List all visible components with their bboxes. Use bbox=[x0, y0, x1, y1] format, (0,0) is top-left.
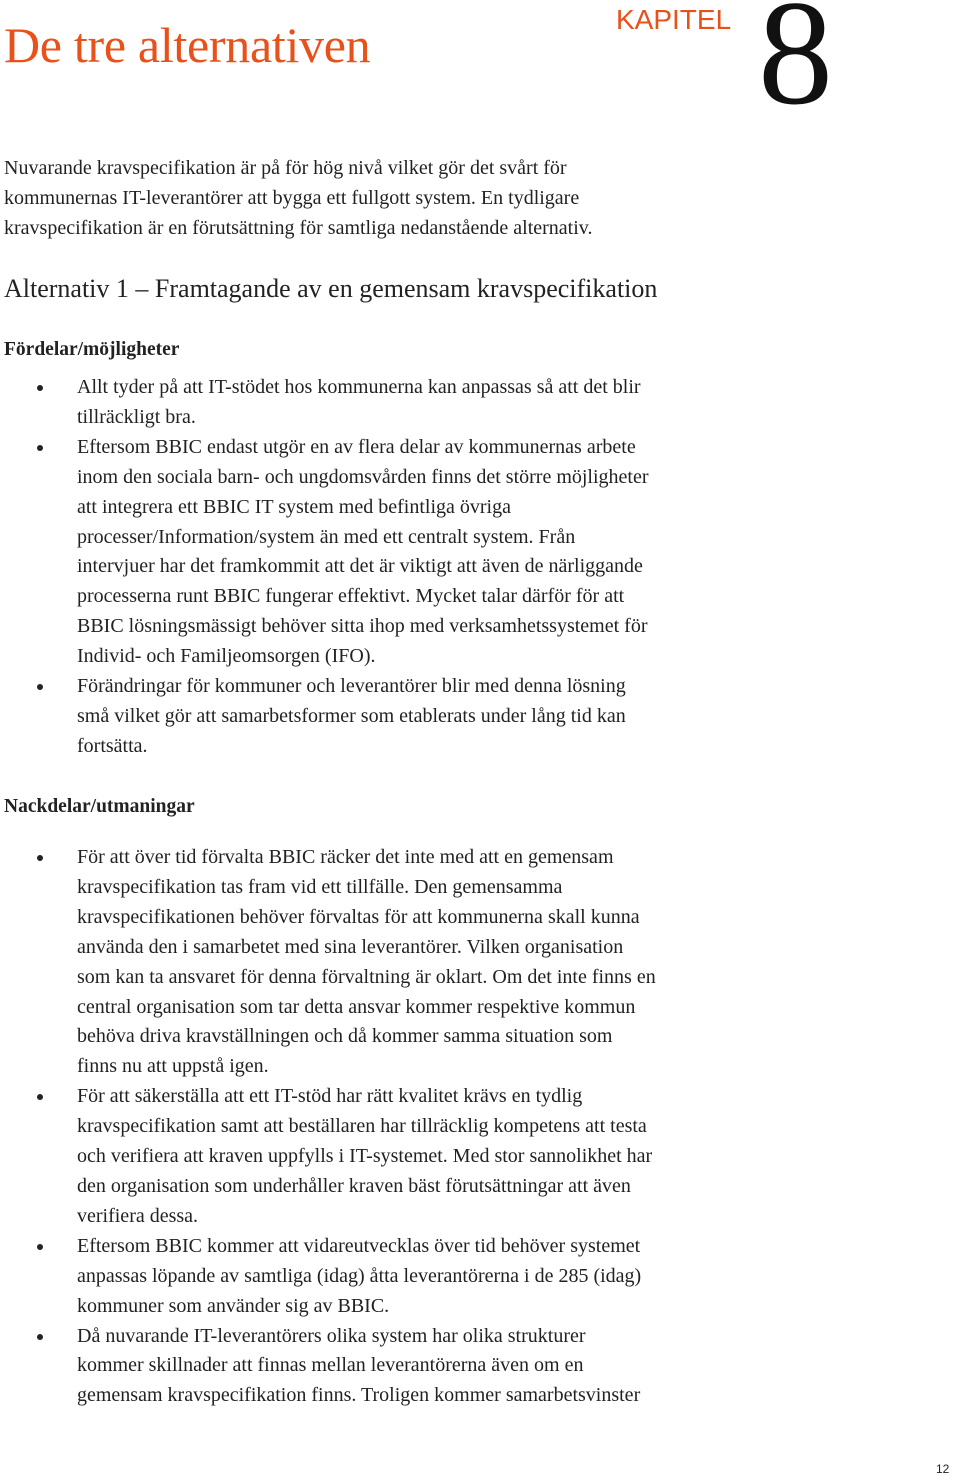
disadvantages-heading: Nackdelar/utmaningar bbox=[4, 796, 195, 817]
bullet-icon bbox=[37, 1094, 43, 1100]
advantages-heading: Fördelar/möjligheter bbox=[4, 339, 180, 360]
bullet-icon bbox=[37, 445, 43, 451]
chapter-label: KAPITEL bbox=[616, 4, 732, 35]
intro-line: Nuvarande kravspecifikation är på för hög nivå vilket gör det svårt för bbox=[4, 157, 567, 179]
bullet-icon bbox=[37, 855, 43, 861]
chapter-number: 8 bbox=[758, 0, 833, 136]
bullet-icon bbox=[37, 1334, 43, 1340]
list-item: Förändringar för kommuner och leverantörer blir med denna lösning små vilket gör att samarbetsformer som etablerats under lång tid kan fortsätta. bbox=[0, 672, 740, 762]
list-item: Eftersom BBIC endast utgör en av flera delar av kommunernas arbete inom den sociala barn- och ungdomsvården finns det större möjligheter att integrera ett BBIC IT system med befintliga övriga processer/Information/system än med ett centralt system. Från intervjuer har det framkommit att det är viktigt att även de närliggande processerna runt BBIC fungerar effektivt. Mycket talar därför för att BBIC lösningsmässigt behöver sitta ihop med verksamhetssystemet för Individ- och Familjeomsorgen (IFO). bbox=[0, 433, 740, 672]
disadvantages-list bbox=[0, 843, 740, 1411]
intro-line: kravspecifikation är en förutsättning för samtliga nedanstående alternativ. bbox=[4, 217, 593, 239]
alternative-heading: Alternativ 1 – Framtagande av en gemensam kravspecifikation bbox=[4, 274, 658, 303]
bullet-icon bbox=[37, 1244, 43, 1250]
bullet-icon bbox=[37, 684, 43, 690]
list-item: För att säkerställa att ett IT-stöd har rätt kvalitet krävs en tydlig kravspecifikation samt att beställaren har tillräcklig kompetens att testa och verifiera att kraven uppfylls i IT-systemet. Med stor sannolikhet har den organisation som underhåller kraven bäst förutsättningar att även verifiera dessa. bbox=[0, 1082, 740, 1232]
advantages-list bbox=[0, 373, 740, 762]
bullet-icon bbox=[37, 385, 43, 391]
list-item: För att över tid förvalta BBIC räcker det inte med att en gemensam kravspecifikation tas fram vid ett tillfälle. Den gemensamma kravspecifikationen behöver förvaltas för att kommunerna skall kunna använda den i samarbetet med sina leverantörer. Vilken organisation som kan ta ansvaret för denna förvaltning är oklart. Om det inte finns en central organisation som tar detta ansvar kommer respektive kommun behöva driva kravställningen och då kommer samma situation som finns nu att uppstå igen. bbox=[0, 843, 740, 1082]
list-item: Då nuvarande IT-leverantörers olika system har olika strukturer kommer skillnader att finnas mellan leverantörerna även om en gemensam kravspecifikation finns. Troligen kommer samarbetsvinster bbox=[0, 1322, 740, 1412]
page-title: De tre alternativen bbox=[4, 17, 371, 73]
list-item: Eftersom BBIC kommer att vidareutvecklas över tid behöver systemet anpassas löpande av samtliga (idag) åtta leverantörerna i de 285 (idag) kommuner som använder sig av BBIC. bbox=[0, 1232, 740, 1322]
intro-paragraph bbox=[4, 153, 593, 243]
intro-line: kommunernas IT-leverantörer att bygga ett fullgott system. En tydligare bbox=[4, 187, 580, 209]
list-item: Allt tyder på att IT-stödet hos kommunerna kan anpassas så att det blir tillräckligt bra. bbox=[0, 373, 740, 433]
page-number: 12 bbox=[936, 1462, 950, 1476]
